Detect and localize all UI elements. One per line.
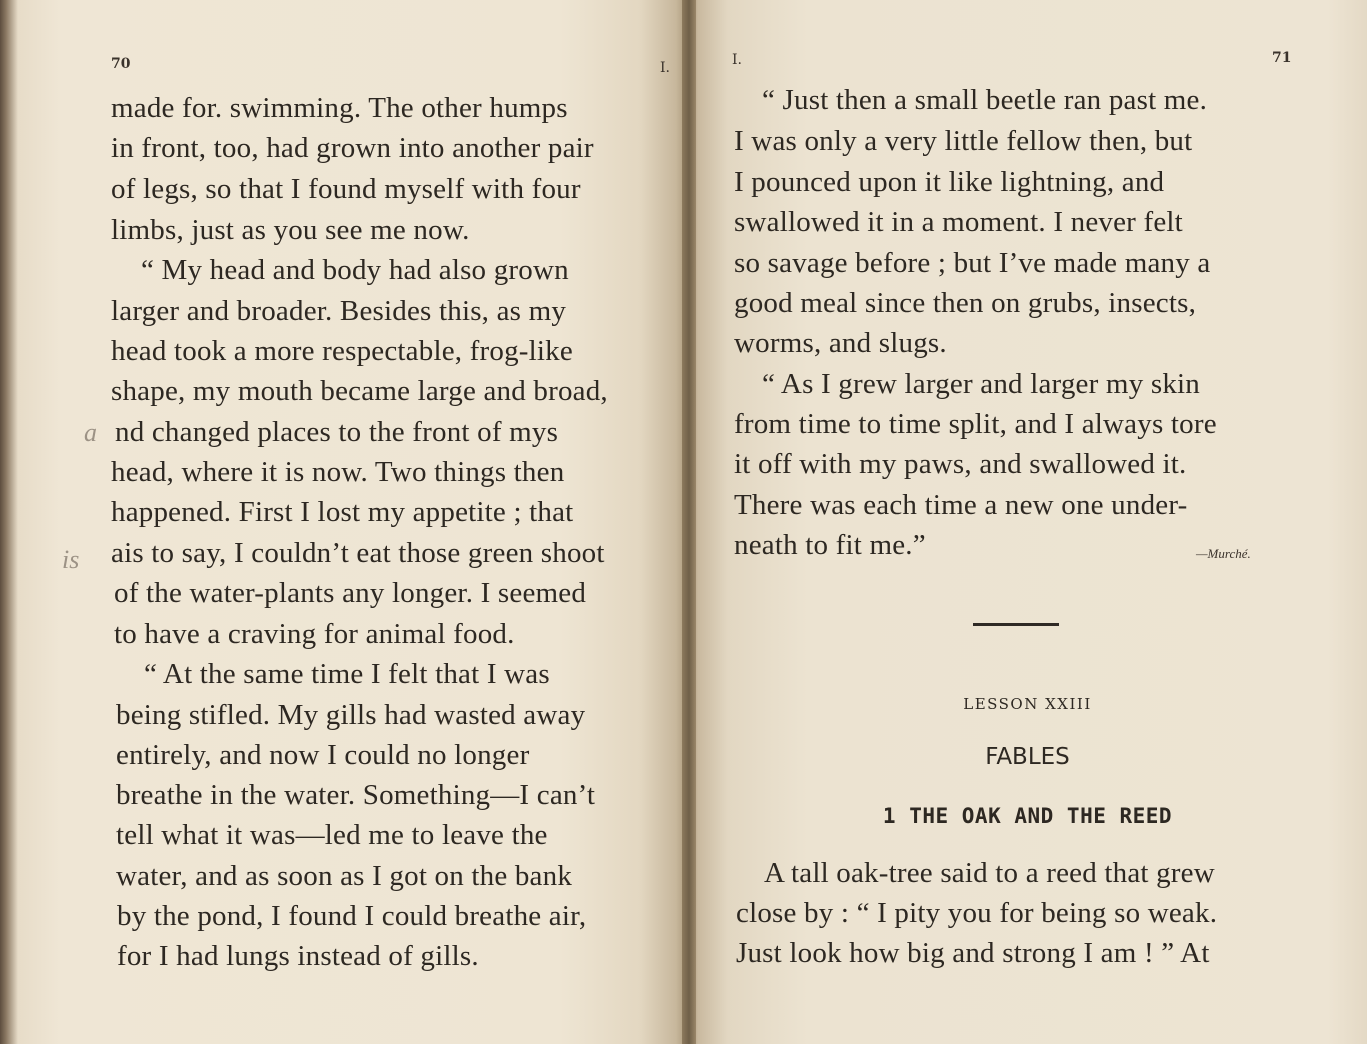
lesson-heading: LESSON XXIII	[963, 695, 1092, 713]
text-line: for I had lungs instead of gills.	[117, 940, 479, 972]
text-line: “ My head and body had also grown	[141, 254, 569, 286]
text-line: in front, too, had grown into another pair	[111, 132, 594, 164]
text-line: swallowed it in a moment. I never felt	[734, 206, 1183, 238]
text-line: “ At the same time I felt that I was	[144, 658, 550, 690]
text-line: neath to fit me.”	[734, 529, 926, 561]
text-line: close by : “ I pity you for being so weak.	[736, 897, 1218, 929]
page-number: 70	[111, 56, 131, 72]
text-line: “ As I grew larger and larger my skin	[762, 368, 1200, 400]
section-title: FABLES	[985, 744, 1070, 770]
text-line: I pounced upon it like lightning, and	[734, 166, 1165, 198]
text-line: to have a craving for animal food.	[114, 618, 515, 650]
text-line: being stifled. My gills had wasted away	[116, 699, 586, 731]
text-line: head, where it is now. Two things then	[111, 456, 565, 488]
text-line: I was only a very little fellow then, but	[734, 125, 1193, 157]
text-line: Just look how big and strong I am ! ” At	[736, 937, 1210, 969]
signature-mark: I.	[660, 60, 670, 76]
text-line: breathe in the water. Something—I can’t	[116, 779, 596, 811]
text-line: nd changed places to the front of mys	[115, 416, 559, 448]
text-line: worms, and slugs.	[734, 327, 947, 359]
text-line: ais to say, I couldn’t eat those green shoot	[111, 537, 605, 569]
text-line: “ Just then a small beetle ran past me.	[762, 84, 1208, 116]
section-divider	[973, 623, 1059, 626]
attribution: —Murché.	[1196, 546, 1251, 561]
text-line: happened. First I lost my appetite ; that	[111, 496, 574, 528]
text-line: of the water-plants any longer. I seemed	[114, 577, 587, 609]
margin-note: is	[62, 545, 80, 574]
text-line: tell what it was—led me to leave the	[116, 819, 548, 851]
text-line: head took a more respectable, frog-like	[111, 335, 573, 367]
text-line: larger and broader. Besides this, as my	[111, 295, 567, 327]
margin-note: a	[84, 418, 97, 447]
text-line: limbs, just as you see me now.	[111, 214, 470, 246]
subsection-title: 1 THE OAK AND THE REED	[882, 804, 1173, 828]
text-line: by the pond, I found I could breathe air,	[117, 900, 587, 932]
signature-mark: I.	[732, 52, 742, 68]
text-line: it off with my paws, and swallowed it.	[734, 448, 1187, 480]
page-number: 71	[1272, 50, 1292, 66]
book-gutter	[682, 0, 696, 1044]
text-line: good meal since then on grubs, insects,	[734, 287, 1197, 319]
text-line: There was each time a new one under-	[734, 489, 1188, 521]
text-line: so savage before ; but I’ve made many a	[734, 247, 1211, 279]
text-line: made for. swimming. The other humps	[111, 92, 568, 124]
text-line: of legs, so that I found myself with four	[111, 173, 581, 205]
text-line: A tall oak-tree said to a reed that grew	[764, 857, 1215, 889]
text-line: shape, my mouth became large and broad,	[111, 375, 608, 407]
text-line: from time to time split, and I always tore	[734, 408, 1217, 440]
text-line: entirely, and now I could no longer	[116, 739, 530, 771]
text-line: water, and as soon as I got on the bank	[116, 860, 573, 892]
right-page	[688, 0, 1367, 1044]
